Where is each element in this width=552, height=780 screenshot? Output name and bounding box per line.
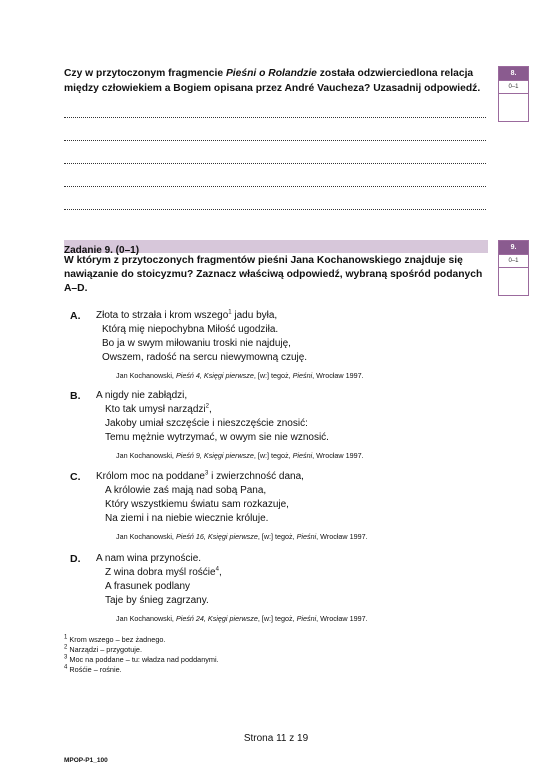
score-box-field[interactable] [499,93,528,121]
option-c-source: Jan Kochanowski, Pieśń 16, Księgi pierwsze, [w:] tegoż, Pieśni, Wrocław 1997. [116,532,368,541]
task-9-header-bar [64,240,488,256]
option-a-poem[interactable]: Złota to strzała i krom wszego$^1$ jadu była, Którą mię niepochybna Miłość ugodziła. Bo ja w swym miłowaniu troski nie najduję, Owszem, radość na sercu niewymowną czuję. [96,309,308,363]
score-box-field[interactable] [499,267,528,295]
score-box-8 [498,66,529,122]
footnote: $^3$ Moc na poddane – tu: władza nad poddanymi. [64,654,219,664]
footnote: $^1$ Krom wszego – bez żadnego. [64,634,166,644]
option-a-source: Jan Kochanowski, Pieśń 4, Księgi pierwsze, [w:] tegoż, Pieśni, Wrocław 1997. [116,371,364,380]
score-box-points: 0–1 [499,80,528,93]
question-8-text: Czy w przytoczonym fragmencie Pieśni o Rolandzie została odzwierciedlona relacja między człowiekiem a Bogiem opisana przez André Vaucheza? Uzasadnij odpowiedź. [64,68,481,94]
task-9-header: Zadanie 9. (0–1) [64,245,140,256]
question-9-text: W którym z przytoczonych fragmentów pieśni Jana Kochanowskiego znajduje się nawiązanie do stoicyzmu? Zaznacz właściwą odpowiedź, wybraną spośród podanych A–D. [64,255,483,294]
answer-line[interactable] [64,185,486,187]
score-box-points: 0–1 [499,254,528,267]
exam-code: MPOP-P1_100 [64,757,108,764]
option-b-poem[interactable]: A nigdy nie zabłądzi, Kto tak umysł narządzi$^2$, Jakoby umiał szczęście i nieszczęście znosić: Temu mężnie wytrzymać, w owym sie nie wznosić. [96,390,329,443]
answer-line[interactable] [64,208,486,210]
score-box-9 [498,240,529,296]
answer-line[interactable] [64,162,486,164]
score-box-number: 9. [499,241,528,254]
answer-line[interactable] [64,116,486,118]
footnote: $^4$ Rośćie – rośnie. [64,664,122,674]
option-d-poem[interactable]: A nam wina przynoście. Z wina dobra myśl rośćie$^4$, A frasunek podlany Taje by śnieg zagrzany. [96,553,222,606]
answer-line[interactable] [64,139,486,141]
option-c-poem[interactable]: Królom moc na poddane$^3$ i zwierzchność dana, A królowie zaś mają nad sobą Pana, Który wszystkiemu światu sam rozkazuje, Na ziemi i na niebie wiecznie króluje. [96,470,304,524]
option-d-letter[interactable]: D. [70,553,81,565]
option-b-letter[interactable]: B. [70,390,81,402]
footnotes [64,635,219,675]
score-box-number: 8. [499,67,528,80]
option-b-source: Jan Kochanowski, Pieśń 9, Księgi pierwsze, [w:] tegoż, Pieśni, Wrocław 1997. [116,451,364,460]
footnote: $^2$ Narządzi – przygotuje. [64,644,142,654]
option-d-source: Jan Kochanowski, Pieśń 24, Księgi pierwsze, [w:] tegoż, Pieśni, Wrocław 1997. [116,614,368,623]
option-a-letter[interactable]: A. [70,310,81,322]
page-number: Strona 11 z 19 [243,733,309,744]
option-c-letter[interactable]: C. [70,471,81,483]
